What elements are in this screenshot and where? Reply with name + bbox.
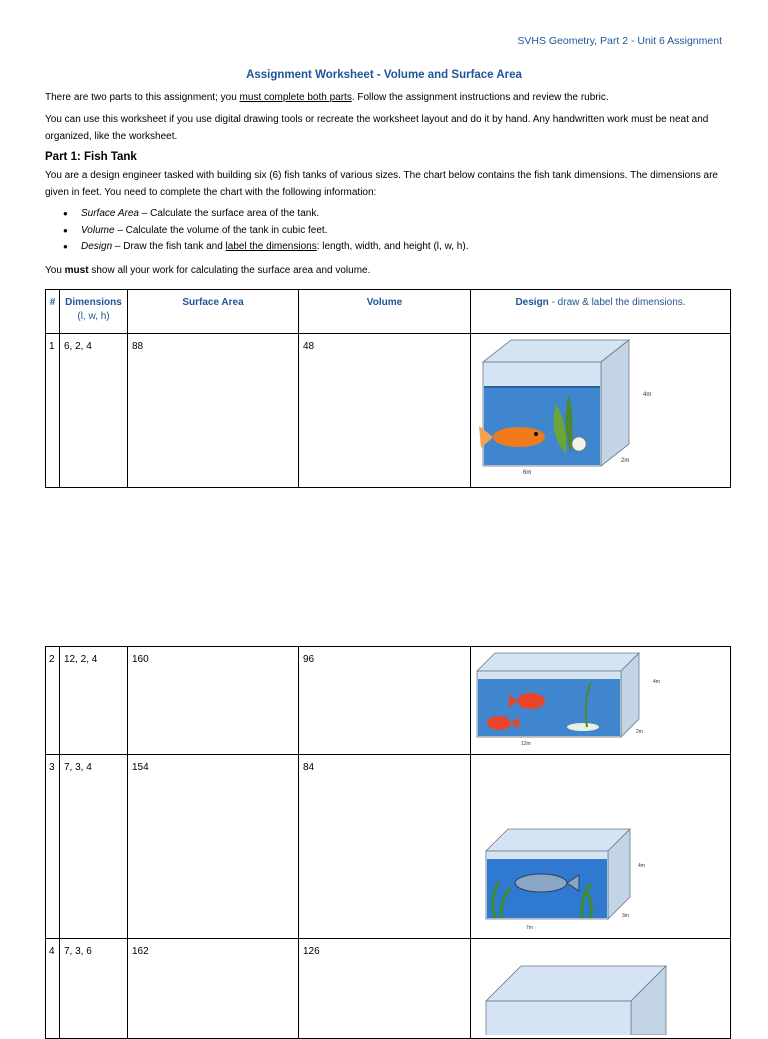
row-dimensions: 7, 3, 4: [64, 762, 92, 773]
fish-tank-drawing: [471, 939, 730, 1035]
intro-paragraph-1: [45, 90, 725, 107]
row-dimensions: 6, 2, 4: [64, 341, 92, 352]
length-label: 6m: [523, 470, 532, 476]
part1-heading: Part 1: Fish Tank: [45, 151, 137, 163]
height-label: 4m: [643, 392, 652, 398]
intro-text: There are two parts to this assignment; you: [45, 92, 240, 103]
list-item: ● Design – Draw the fish tank and label the dimensions: length, width, and height (l, w, h).: [63, 239, 468, 256]
fish-tank-drawing: [471, 647, 730, 751]
width-label: 2m: [636, 729, 643, 735]
table-header-row: [46, 290, 731, 334]
intro-emphasis: must complete both parts: [239, 92, 352, 103]
page-title: Assignment Worksheet - Volume and Surface Area: [246, 69, 522, 81]
row-dimensions: 7, 3, 6: [64, 946, 92, 957]
row-volume: 126: [303, 946, 320, 957]
height-label: 4m: [638, 863, 645, 869]
width-label: 3m: [622, 913, 629, 919]
row-volume: 48: [303, 341, 315, 352]
row-surface-area: 88: [132, 341, 144, 352]
fish-icon: [515, 874, 567, 892]
row-number: 4: [49, 946, 55, 957]
fish-icon: [517, 693, 545, 709]
fish-tank-table: [45, 289, 731, 488]
row-number: 1: [49, 341, 55, 352]
height-label: 4m: [653, 679, 660, 685]
page-header: SVHS Geometry, Part 2 - Unit 6 Assignment: [517, 35, 722, 47]
width-label: 2m: [621, 458, 630, 464]
instruction-list: [63, 206, 468, 256]
list-item: ● Volume – Calculate the volume of the tank in cubic feet.: [63, 223, 468, 240]
intro-paragraph-2: You can use this worksheet if you use digital drawing tools or recreate the worksheet layout and do it by hand. Any handwritten work must be neat and organized, like the worksheet.: [45, 114, 709, 142]
row-volume: 84: [303, 762, 315, 773]
row-number: 3: [49, 762, 55, 773]
length-label: 7m: [526, 925, 533, 931]
row-dimensions: 12, 2, 4: [64, 654, 98, 665]
list-item: ● Surface Area – Calculate the surface area of the tank.: [63, 206, 468, 223]
table-row: [46, 334, 731, 488]
table-row: [46, 755, 731, 939]
header-surface-area: Surface Area: [128, 290, 299, 334]
row-surface-area: 162: [132, 946, 149, 957]
show-work-note: You must show all your work for calculating the surface area and volume.: [45, 265, 371, 276]
header-dimensions: Dimensions (l, w, h): [60, 290, 128, 334]
table-row: [46, 647, 731, 755]
header-volume: Volume: [299, 290, 471, 334]
fish-tank-table-continued: [45, 646, 731, 1039]
fish-icon: [487, 716, 511, 730]
row-volume: 96: [303, 654, 315, 665]
fish-tank-drawing: [471, 755, 730, 935]
intro-text-end: . Follow the assignment instructions and review the rubric.: [351, 92, 609, 103]
header-num: #: [46, 290, 60, 334]
goldfish-icon: [493, 427, 545, 447]
row-number: 2: [49, 654, 55, 665]
row-surface-area: 160: [132, 654, 149, 665]
header-design: Design - draw & label the dimensions.: [471, 290, 731, 334]
row-surface-area: 154: [132, 762, 149, 773]
part1-description: You are a design engineer tasked with building six (6) fish tanks of various sizes. The chart below contains the fish tank dimensions. The dimensions are given in feet. You need to complete the chart with the following information:: [45, 170, 718, 198]
fish-tank-drawing: [471, 334, 730, 484]
length-label: 12m: [521, 741, 531, 747]
